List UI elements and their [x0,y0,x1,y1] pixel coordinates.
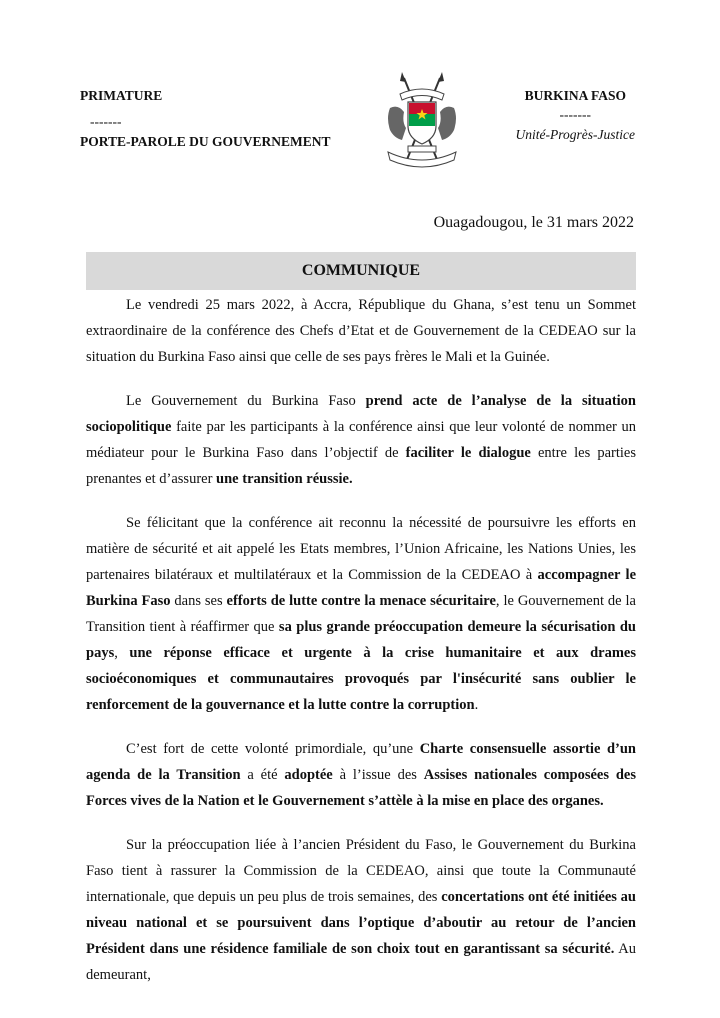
sender-org: PRIMATURE [80,88,163,103]
text-run: , [114,645,130,661]
text-run: , le Gouvernement de la Transition tient à réaffirmer que [86,593,636,635]
bold-run: prend acte de l’analyse de la situation sociopolitique [86,393,636,435]
date-line: Ouagadougou, le 31 mars 2022 [433,214,634,231]
text-run: Le Gouvernement du Burkina Faso [126,393,366,409]
country-separator: ------- [559,107,591,122]
country-name: BURKINA FASO [524,88,626,103]
text-run: a été [240,767,285,783]
bold-run: une réponse efficace et urgente à la crise humanitaire et aux drames socioéconomiques et communautaires provoqués par l'insécurité sans oublier le renforcement de la gouvernance et la lutte contre la corruption [86,645,636,713]
bold-run: adoptée [284,767,333,783]
title-banner [86,252,636,290]
text-run: dans ses [170,593,227,609]
sender-separator: ------- [90,114,122,129]
bold-run: Charte consensuelle assortie d’un agenda de la Transition [86,741,636,783]
bold-run: concertations ont été initiées au niveau national et se poursuivent dans l’optique d’aboutir au retour de l’ancien Président dans une résidence familiale de son choix tout en garantissant sa sécurité. [86,889,636,957]
document-title: COMMUNIQUE [301,262,421,279]
coat-of-arms-emblem [378,68,466,172]
text-run: faite par les participants à la conférence ainsi que leur volonté de nommer un médiateur pour le Burkina Faso dans l’objectif de [86,419,636,461]
text-run: C’est fort de cette volonté primordiale, qu’une [126,741,420,757]
bold-run: sa plus grande préoccupation demeure la sécurisation du pays [86,619,636,661]
bold-run: efforts de lutte contre la menace sécuritaire [226,593,496,609]
paragraph-5 [86,832,636,988]
paragraph-2 [86,388,636,492]
country-block [516,88,635,143]
paragraph-4 [86,736,636,814]
sender-office: PORTE-PAROLE DU GOUVERNEMENT [80,134,331,149]
bold-run: faciliter le dialogue [405,445,531,461]
text-run: Au demeurant, [86,941,636,983]
country-motto: Unité-Progrès-Justice [515,127,635,142]
bold-run: une transition réussie. [216,471,353,487]
text-run: entre les parties prenantes et d’assurer [86,445,637,487]
bold-run: Assises nationales composées des Forces vives de la Nation et le Gouvernement s’attèle à la mise en place des organes. [86,767,636,809]
communique-body [86,292,636,1006]
text-run: Sur la préoccupation liée à l’ancien Président du Faso, le Gouvernement du Burkina Faso tient à rassurer la Commission de la CEDEAO, ainsi que toute la Communauté internationale, que depuis un peu plus de trois semaines, des [86,837,636,905]
paragraph-3 [86,510,636,718]
text-run: à l’issue des [332,767,424,783]
paragraph-1 [86,292,636,370]
text-run: Le vendredi 25 mars 2022, à Accra, République du Ghana, s’est tenu un Sommet extraordinaire de la conférence des Chefs d’Etat et de Gouvernement de la CEDEAO sur la situation du Burkina Faso ainsi que celle de ses pays frères le Mali et la Guinée. [86,297,636,365]
text-run: Se félicitant que la conférence ait reconnu la nécessité de poursuivre les efforts en matière de sécurité et ait appelé les Etats membres, l’Union Africaine, les Nations Unies, les partenaires bilatéraux et multilatéraux et la Commission de la CEDEAO à [86,515,636,583]
text-run: . [474,697,479,713]
bold-run: accompagner le Burkina Faso [86,567,637,609]
